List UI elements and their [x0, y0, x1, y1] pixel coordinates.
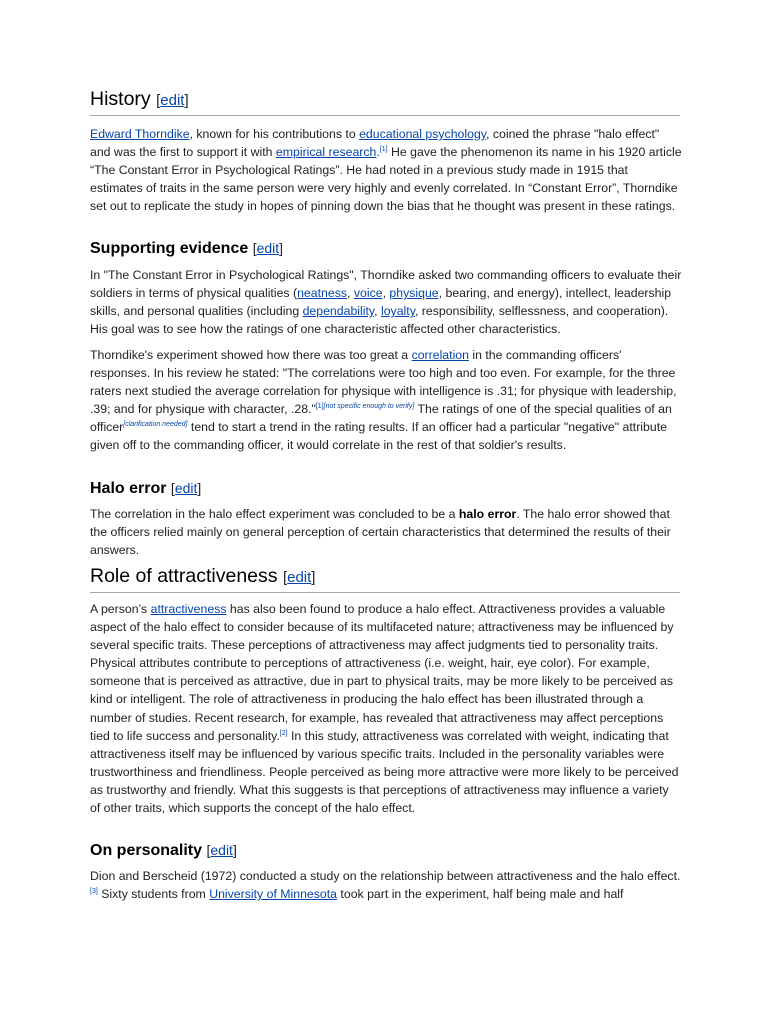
- link-physique[interactable]: physique: [389, 286, 439, 301]
- link-empirical-research[interactable]: empirical research: [275, 145, 377, 160]
- note-not-specific: [324, 403, 415, 410]
- link-educational-psychology[interactable]: educational psychology: [359, 127, 487, 141]
- citation: [90, 888, 98, 895]
- note-link-not-specific[interactable]: [not specific enough to verify]: [323, 403, 415, 411]
- edit-section-halo-error: [edit]: [170, 480, 202, 496]
- link-edward-thorndike[interactable]: Edward Thorndike: [90, 127, 190, 141]
- citation: [316, 403, 324, 410]
- heading-text: Halo error: [90, 480, 167, 497]
- note-link-clarification[interactable]: [clarification needed]: [123, 421, 188, 429]
- supporting-paragraph-2: Thorndike's experiment showed how there was too great a correlation in the commanding officers' responses. In his review he stated: "The correlations were too high and too even. For example, for the three raters next studied the average correlation for physique with intelligence is .31; for physique with leadership, .39; and for physique with character, .28."[1][not specific enough to verify] The ratings of one of the special qualities of an officer[clarification needed] tend to start a trend in the rating results. If an officer had a particular "negative" attribute given off to the commanding officer, it would correlate in the rest of that soldier's results.: [90, 348, 677, 453]
- edit-section-supporting-evidence: [edit]: [252, 240, 284, 256]
- section-heading-halo-error: [90, 478, 680, 499]
- link-attractiveness[interactable]: attractiveness: [150, 602, 227, 616]
- citation: [380, 146, 388, 153]
- heading-text: Supporting evidence: [90, 240, 249, 257]
- note-clarification: [123, 421, 187, 428]
- edit-section-history: [edit]: [156, 92, 189, 109]
- edit-link-supporting-evidence[interactable]: edit: [256, 240, 280, 256]
- link-university-of-minnesota[interactable]: University of Minnesota: [209, 887, 338, 902]
- edit-section-role-of-attractiveness: [edit]: [282, 569, 316, 586]
- link-dependability[interactable]: dependability: [302, 304, 375, 319]
- personality-paragraph: Dion and Berscheid (1972) conducted a study on the relationship between attractiveness and the halo effect.[3] Sixty students from University of Minnesota took part in the experiment, half being male and half: [90, 869, 681, 902]
- section-heading-on-personality: [90, 840, 680, 861]
- link-correlation[interactable]: correlation: [411, 348, 469, 362]
- edit-link-on-personality[interactable]: edit: [210, 842, 233, 858]
- citation-link-3[interactable]: [3]: [90, 888, 98, 896]
- heading-text: History: [90, 88, 151, 110]
- link-neatness[interactable]: neatness: [297, 286, 347, 301]
- history-paragraph: Edward Thorndike, known for his contributions to educational psychology, coined the phrase "halo effect" and was the first to support it with empirical research.[1] He gave the phenomenon its name in his 1920 article “The Constant Error in Psychological Ratings”. He had noted in a previous study made in 1915 that estimates of traits in the same person were very highly and evenly correlated. In “Constant Error”, Thorndike set out to replicate the study in hopes of pinning down the bias that he thought was present in these ratings.: [90, 127, 682, 214]
- link-loyalty[interactable]: loyalty: [380, 304, 415, 319]
- edit-section-on-personality: [edit]: [206, 842, 237, 858]
- heading-text: Role of attractiveness: [90, 565, 278, 587]
- heading-text: On personality: [90, 842, 203, 859]
- edit-link-history[interactable]: edit: [160, 92, 185, 109]
- section-heading-supporting-evidence: [90, 238, 680, 259]
- section-heading-history: [90, 87, 680, 116]
- attractiveness-paragraph: A person’s attractiveness has also been found to produce a halo effect. Attractiveness provides a valuable aspect of the halo effect to consider because of its multifaceted nature; attractiveness may be influenced by several specific traits. These perceptions of attractiveness may affect judgments tied to personality traits. Physical attributes contribute to perceptions of attractiveness (i.e. weight, hair, eye color). For example, someone that is perceived as attractive, due in part to physical traits, may be more likely to be perceived as kind or intelligent. The role of attractiveness in producing the halo effect has been illustrated through a number of studies. Recent research, for example, has revealed that attractiveness may affect perceptions tied to life success and personality.[2] In this study, attractiveness was correlated with weight, indicating that attractiveness itself may be influenced by various specific traits. Included in the personality variables were trustworthiness and friendliness. People perceived as being more attractive were more likely to be perceived as trustworthy and friendly. What this suggests is that perceptions of attractiveness may influence a variety of other traits, which supports the concept of the halo effect.: [90, 602, 679, 816]
- bold-term-halo-error: halo error: [458, 507, 517, 521]
- citation-link-1[interactable]: [1]: [379, 146, 388, 154]
- halo-error-paragraph: The correlation in the halo effect experiment was concluded to be a halo error. The halo error showed that the officers relied mainly on general perception of certain characteristics that determined the results of their answers.: [90, 507, 671, 558]
- citation-link-2[interactable]: [2]: [279, 729, 288, 737]
- link-voice[interactable]: voice: [353, 286, 383, 301]
- citation-link-1b[interactable]: [1]: [315, 403, 324, 411]
- edit-link-role-of-attractiveness[interactable]: edit: [287, 569, 312, 586]
- citation: [280, 730, 288, 737]
- supporting-paragraph-1: In "The Constant Error in Psychological Ratings", Thorndike asked two commanding officers to evaluate their soldiers in terms of physical qualities (neatness, voice, physique, bearing, and energy), intellect, leadership skills, and personal qualities (including dependability, loyalty, responsibility, selflessness, and cooperation). His goal was to see how the ratings of one characteristic affected other characteristics.: [90, 268, 682, 337]
- edit-link-halo-error[interactable]: edit: [174, 480, 198, 496]
- section-heading-role-of-attractiveness: [90, 564, 680, 593]
